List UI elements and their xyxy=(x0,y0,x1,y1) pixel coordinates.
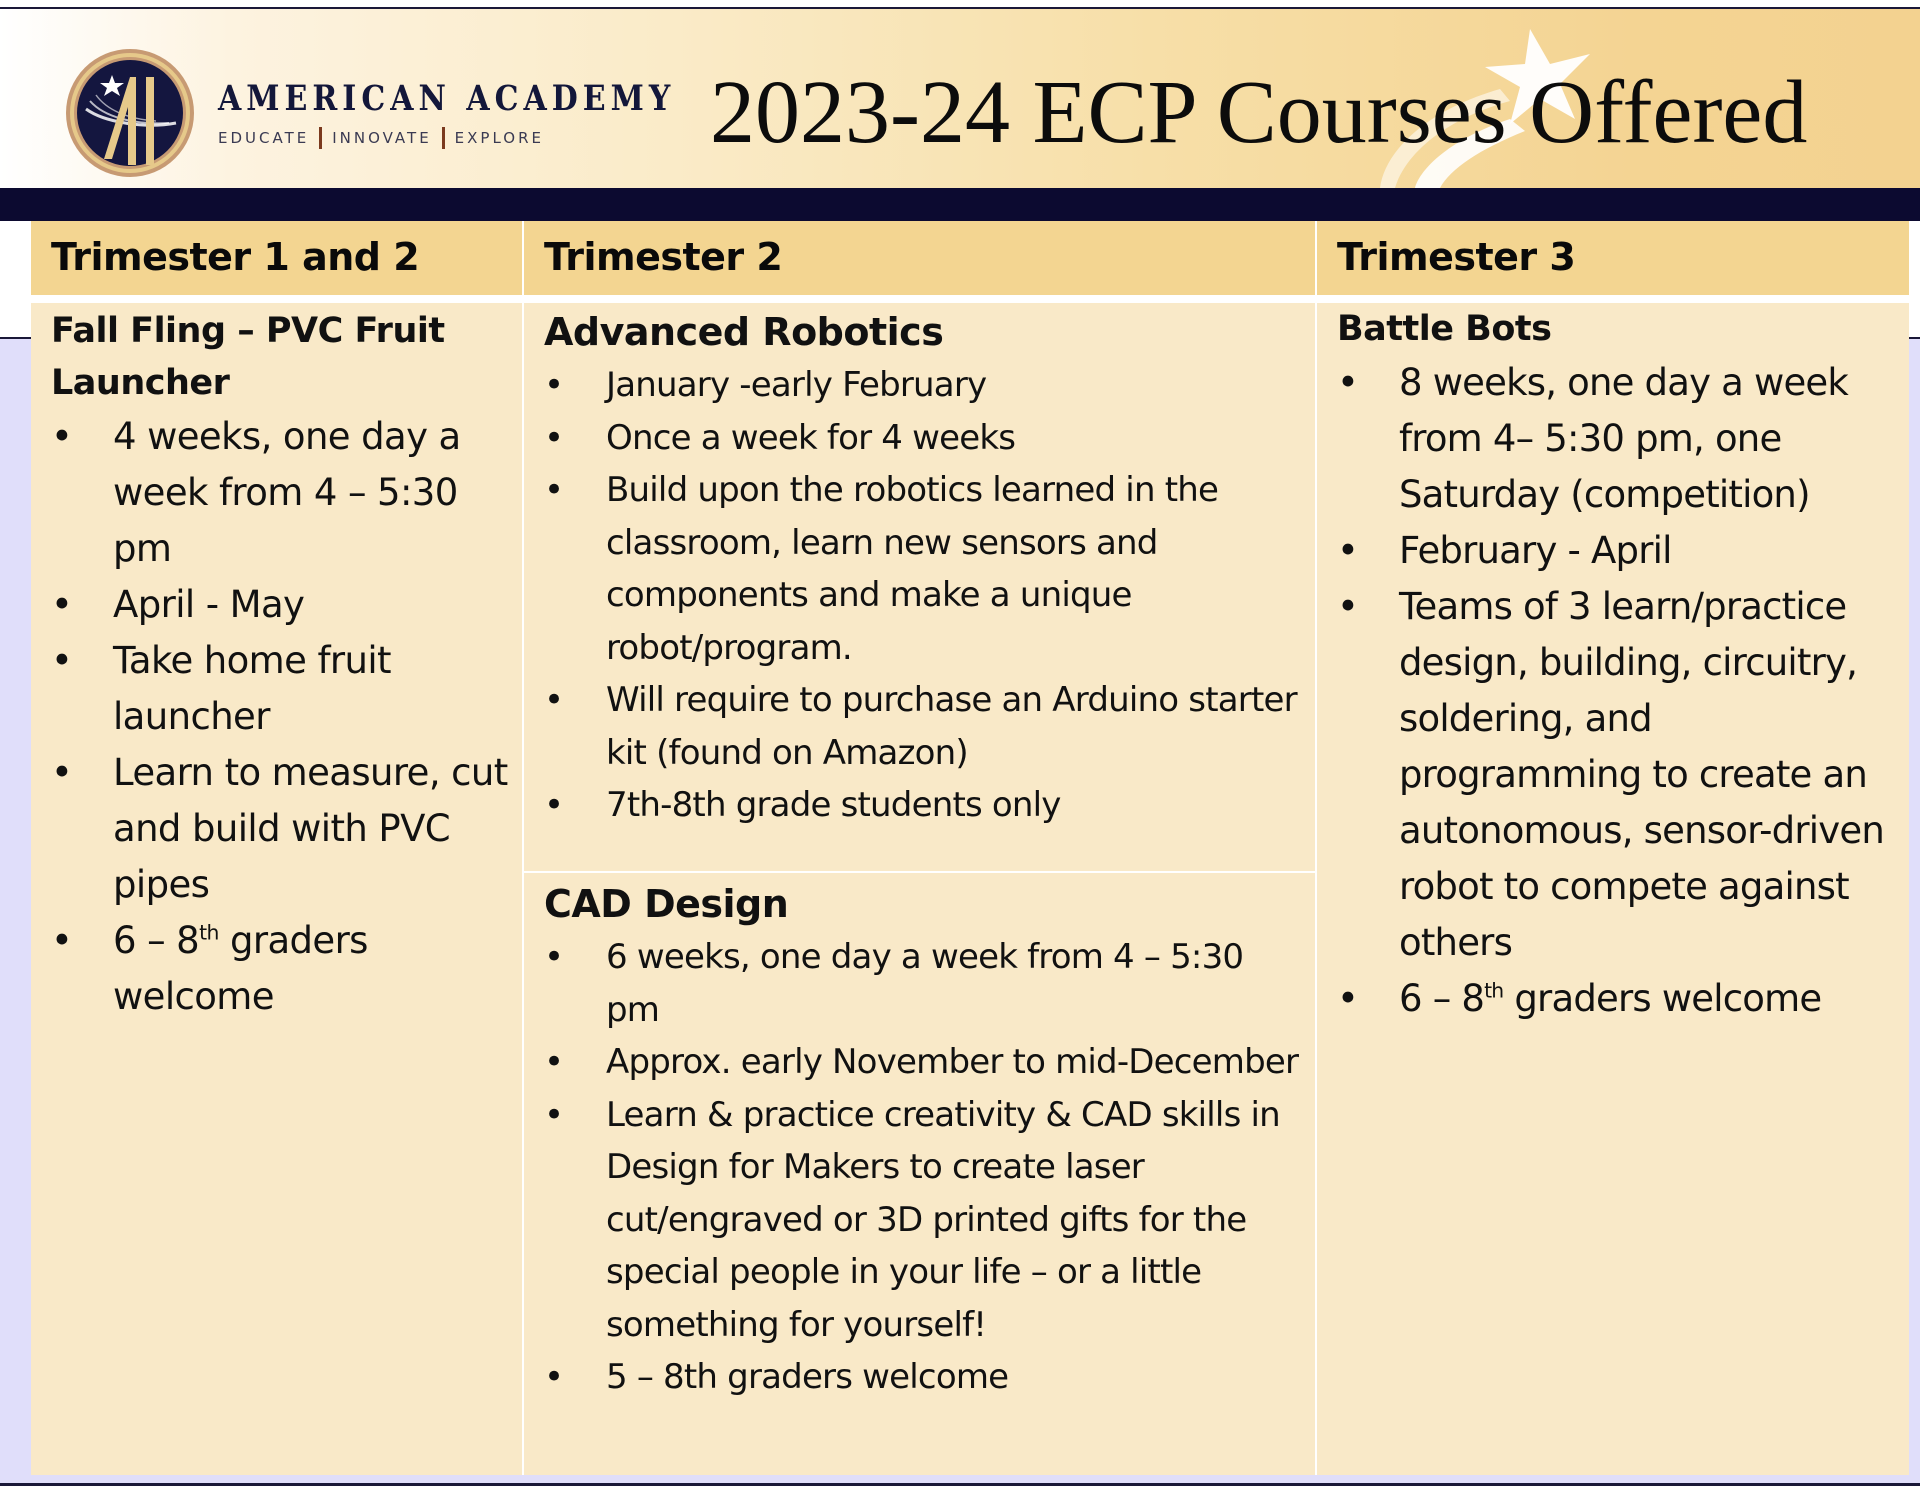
bottom-rule xyxy=(0,1483,1920,1486)
bullet-item: • Learn & practice creativity & CAD skills in Design for Makers to create laser cut/engraved or 3D printed gifts for the special people in your life – or a little something for yourself! xyxy=(544,1089,1303,1352)
superscript: th xyxy=(1484,978,1504,1003)
bullet-item: • April - May xyxy=(51,577,510,633)
course-bullets xyxy=(1337,355,1897,1027)
side-background xyxy=(1909,337,1920,1483)
course-title: CAD Design xyxy=(544,882,789,926)
bullet-text: graders welcome xyxy=(1503,977,1822,1020)
bullet-item: • January -early February xyxy=(544,359,1303,412)
bullet-item: • Build upon the robotics learned in the classroom, learn new sensors and components and make a unique robot/program. xyxy=(544,464,1303,674)
bullet-item: • Take home fruit launcher xyxy=(51,633,510,745)
bullet-item: • 5 – 8th graders welcome xyxy=(544,1351,1303,1404)
course-cell-advanced-robotics xyxy=(524,303,1315,871)
american-academy-logo xyxy=(64,47,196,179)
bottom-background xyxy=(0,1475,1920,1483)
bullet-item: • 4 weeks, one day a week from 4 – 5:30 pm xyxy=(51,409,510,577)
course-bullets xyxy=(544,359,1303,832)
side-background xyxy=(0,337,31,1483)
bullet-text: 6 – 8 xyxy=(1399,977,1485,1020)
superscript: th xyxy=(199,920,219,945)
bullet-item: • Approx. early November to mid-December xyxy=(544,1036,1303,1089)
course-bullets xyxy=(544,931,1303,1404)
bullet-item xyxy=(51,913,510,1025)
course-title: Battle Bots xyxy=(1337,309,1552,349)
navy-divider-band xyxy=(0,188,1920,221)
tagline-word: EDUCATE xyxy=(218,129,310,147)
slide-header xyxy=(0,9,1920,188)
tagline-word: INNOVATE xyxy=(332,129,432,147)
bullet-item: • Teams of 3 learn/practice design, building, circuitry, soldering, and programming to create an autonomous, sensor-driven robot to compete against others xyxy=(1337,579,1897,971)
course-title: Advanced Robotics xyxy=(544,310,944,354)
bullet-item: • 8 weeks, one day a week from 4– 5:30 pm, one Saturday (competition) xyxy=(1337,355,1897,523)
column-header-trimester-1-and-2: Trimester 1 and 2 xyxy=(31,221,522,295)
bullet-item: • 6 weeks, one day a week from 4 – 5:30 pm xyxy=(544,931,1303,1036)
tagline-separator xyxy=(319,127,322,149)
bullet-item: • Will require to purchase an Arduino starter kit (found on Amazon) xyxy=(544,674,1303,779)
bullet-item: • February - April xyxy=(1337,523,1897,579)
bullet-item: • Learn to measure, cut and build with PVC pipes xyxy=(51,745,510,913)
brand-name: AMERICAN ACADEMY xyxy=(218,79,676,120)
course-cell-fall-fling xyxy=(31,303,522,1475)
bullet-text: 6 – 8 xyxy=(113,919,200,962)
column-header-trimester-2: Trimester 2 xyxy=(524,221,1315,295)
bullet-item: • 7th-8th grade students only xyxy=(544,779,1303,832)
tagline-separator xyxy=(442,127,445,149)
bullet-text: graders welcome xyxy=(113,919,368,1018)
bullet-item: • Once a week for 4 weeks xyxy=(544,412,1303,465)
course-cell-cad-design xyxy=(524,873,1315,1475)
course-title: Fall Fling – PVC Fruit Launcher xyxy=(51,311,445,403)
page-title: 2023-24 ECP Courses Offered xyxy=(710,63,1808,162)
course-cell-battle-bots xyxy=(1317,303,1909,1475)
courses-table xyxy=(31,221,1909,1475)
tagline-word: EXPLORE xyxy=(454,129,544,147)
brand-tagline xyxy=(218,127,544,149)
course-bullets xyxy=(51,409,510,1025)
column-header-trimester-3: Trimester 3 xyxy=(1317,221,1909,295)
bullet-item xyxy=(1337,971,1897,1027)
